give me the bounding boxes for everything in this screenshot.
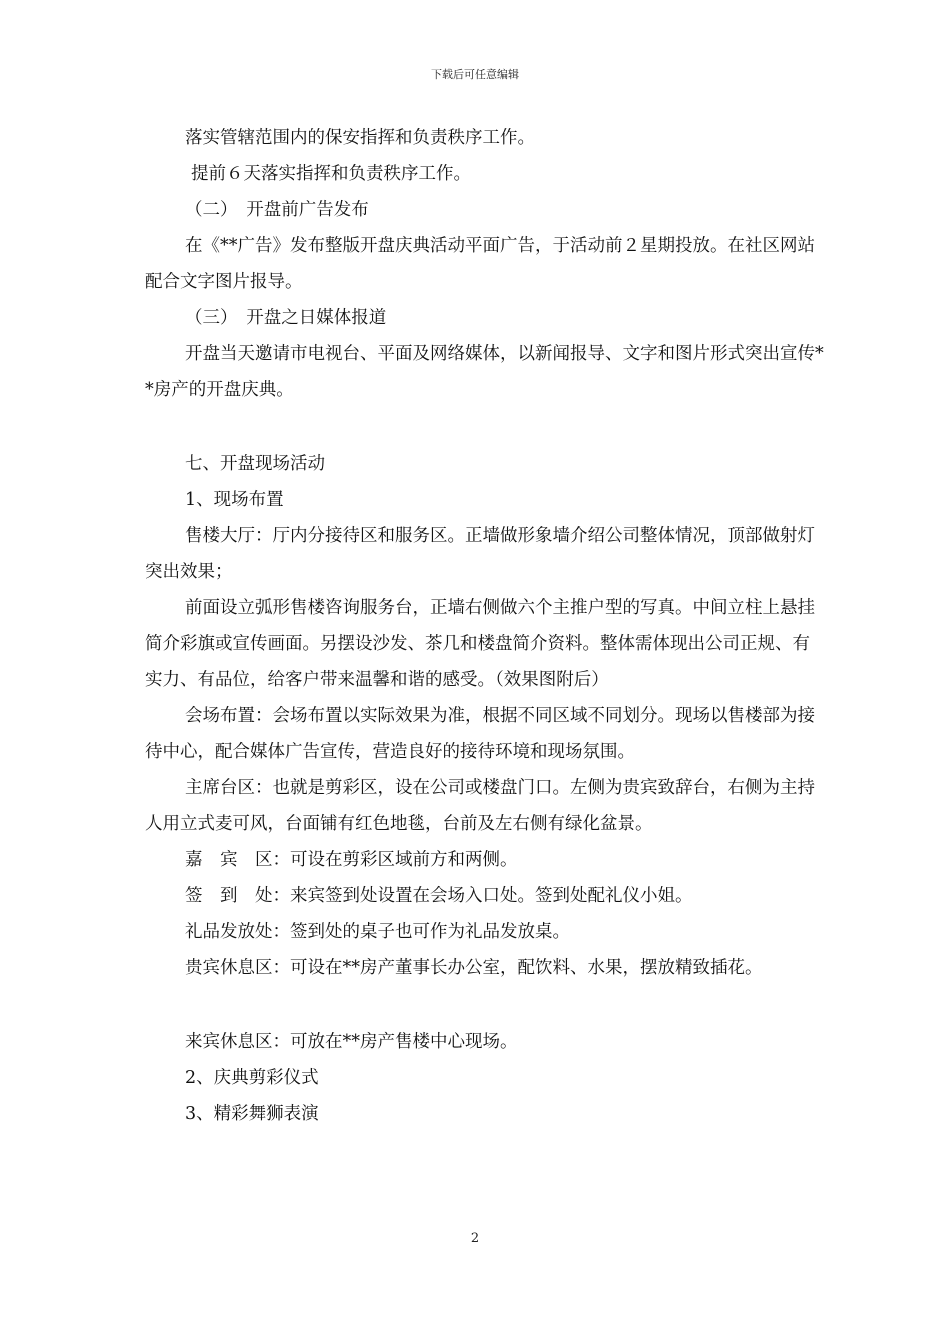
paragraph: 贵宾休息区：可设在**房产董事长办公室，配饮料、水果，摆放精致插花。: [185, 958, 763, 978]
subsection-heading: 3、精彩舞狮表演: [185, 1104, 319, 1124]
section-heading: （三） 开盘之日媒体报道: [185, 308, 387, 328]
paragraph: 前面设立弧形售楼咨询服务台，正墙右侧做六个主推户型的写真。中间立柱上悬挂简介彩旗或宣传画面。另摆设沙发、茶几和楼盘简介资料。整体需体现出公司正规、有实力、有品位，给客户带来温馨和谐的感受。（效果图附后）: [145, 598, 815, 690]
section-heading: （二） 开盘前广告发布: [185, 200, 369, 220]
paragraph: 售楼大厅：厅内分接待区和服务区。正墙做形象墙介绍公司整体情况，顶部做射灯突出效果；: [145, 526, 815, 582]
paragraph: 签 到 处：来宾签到处设置在会场入口处。签到处配礼仪小姐。: [185, 886, 693, 906]
spacer: [145, 986, 825, 1024]
paragraph: 会场布置：会场布置以实际效果为准，根据不同区域不同划分。现场以售楼部为接待中心，配合媒体广告宣传，营造良好的接待环境和现场氛围。: [145, 706, 815, 762]
paragraph: 开盘当天邀请市电视台、平面及网络媒体，以新闻报导、文字和图片形式突出宣传**房产的开盘庆典。: [145, 344, 824, 400]
section-heading: 七、开盘现场活动: [185, 454, 325, 474]
paragraph: 主席台区：也就是剪彩区，设在公司或楼盘门口。左侧为贵宾致辞台，右侧为主持人用立式麦可风，台面铺有红色地毯，台前及左右侧有绿化盆景。: [145, 778, 815, 834]
paragraph: 提前６天落实指挥和负责秩序工作。: [191, 164, 471, 184]
paragraph: 礼品发放处：签到处的桌子也可作为礼品发放桌。: [185, 922, 570, 942]
paragraph: 落实管辖范围内的保安指挥和负责秩序工作。: [185, 128, 535, 148]
document-body: [145, 120, 825, 1132]
paragraph: 来宾休息区：可放在**房产售楼中心现场。: [185, 1032, 518, 1052]
subsection-heading: 1、现场布置: [185, 490, 284, 510]
paragraph: 在《**广告》发布整版开盘庆典活动平面广告，于活动前２星期投放。在社区网站配合文字图片报导。: [145, 236, 815, 292]
spacer: [145, 408, 825, 446]
paragraph: 嘉 宾 区：可设在剪彩区域前方和两侧。: [185, 850, 518, 870]
subsection-heading: 2、庆典剪彩仪式: [185, 1068, 319, 1088]
page-header: 下载后可任意编辑: [431, 68, 519, 81]
page-number: 2: [470, 1231, 480, 1246]
